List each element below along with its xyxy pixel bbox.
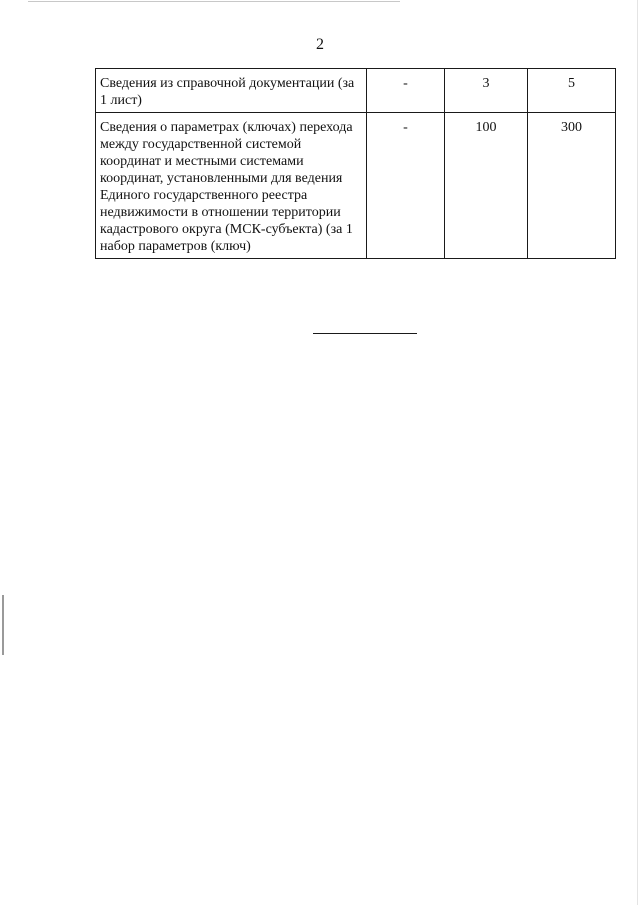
table-cell-description: Сведения из справочной документации (за 1 лист)	[96, 69, 367, 113]
table-cell-value: 5	[528, 69, 616, 113]
table-cell-value: -	[367, 113, 445, 259]
table-cell-value: -	[367, 69, 445, 113]
scan-artifact-left-edge	[2, 595, 4, 655]
table-cell-value: 100	[445, 113, 528, 259]
table-cell-value: 3	[445, 69, 528, 113]
fees-table	[95, 68, 616, 259]
end-of-document-rule	[313, 333, 417, 334]
scan-artifact-right-edge	[637, 0, 638, 905]
table-row	[96, 113, 616, 259]
scan-artifact-top-line	[28, 1, 400, 2]
table-cell-value: 300	[528, 113, 616, 259]
table-cell-description: Сведения о параметрах (ключах) перехода между государственной системой координат и местными системами координат, установленными для ведения Единого государственного реестра недвижимости в отношении территории кадастрового округа (МСК-субъекта) (за 1 набор параметров (ключ)	[96, 113, 367, 259]
page-number: 2	[316, 36, 324, 53]
table-row	[96, 69, 616, 113]
